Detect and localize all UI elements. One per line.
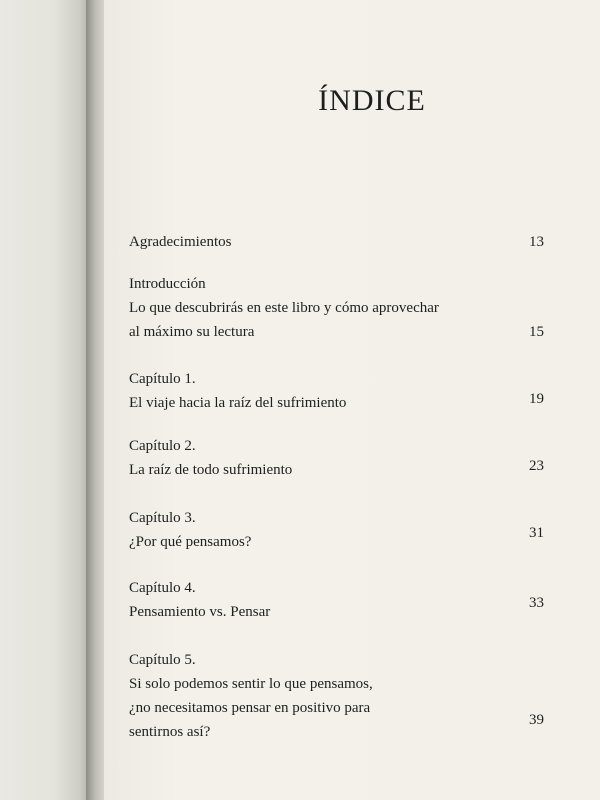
toc-page-number: 15 [529,324,544,340]
book-page [104,0,600,800]
left-page-edge [0,0,98,800]
toc-entry-line: Pensamiento vs. Pensar [129,604,271,620]
toc-entry-line: Introducción [129,276,206,292]
toc-entry-line: Capítulo 2. [129,438,196,454]
toc-page-number: 19 [529,391,544,407]
toc-entry-capitulo-1 [129,367,544,415]
toc-page-number: 13 [529,234,544,250]
toc-entry-introduccion [129,272,544,344]
toc-entry-capitulo-5 [129,648,544,744]
toc-entry-capitulo-4 [129,576,544,624]
toc-entry-line: La raíz de todo sufrimiento [129,462,293,478]
toc-entry-line: Lo que descubrirás en este libro y cómo aprovechar [129,300,439,316]
toc-entry-line: Si solo podemos sentir lo que pensamos, [129,676,373,692]
toc-entry-line: El viaje hacia la raíz del sufrimiento [129,395,347,411]
toc-entry-line: al máximo su lectura [129,324,255,340]
toc-entry-line: Capítulo 1. [129,371,196,387]
toc-entry-line: Capítulo 3. [129,510,196,526]
toc-entry-line: sentirnos así? [129,724,211,740]
toc-entry-line: Agradecimientos [129,234,232,250]
toc-entry-line: Capítulo 4. [129,580,196,596]
toc-entry-line: Capítulo 5. [129,652,196,668]
toc-entry-line: ¿Por qué pensamos? [129,534,252,550]
toc-page-number: 33 [529,595,544,611]
toc-entry-capitulo-2 [129,434,544,482]
toc-page-number: 39 [529,712,544,728]
page-title: ÍNDICE [318,84,426,117]
toc-page-number: 23 [529,458,544,474]
toc-entry-line: ¿no necesitamos pensar en positivo para [129,700,371,716]
toc-entry-agradecimientos [129,230,544,254]
toc-entry-capitulo-3 [129,506,544,554]
toc-page-number: 31 [529,525,544,541]
